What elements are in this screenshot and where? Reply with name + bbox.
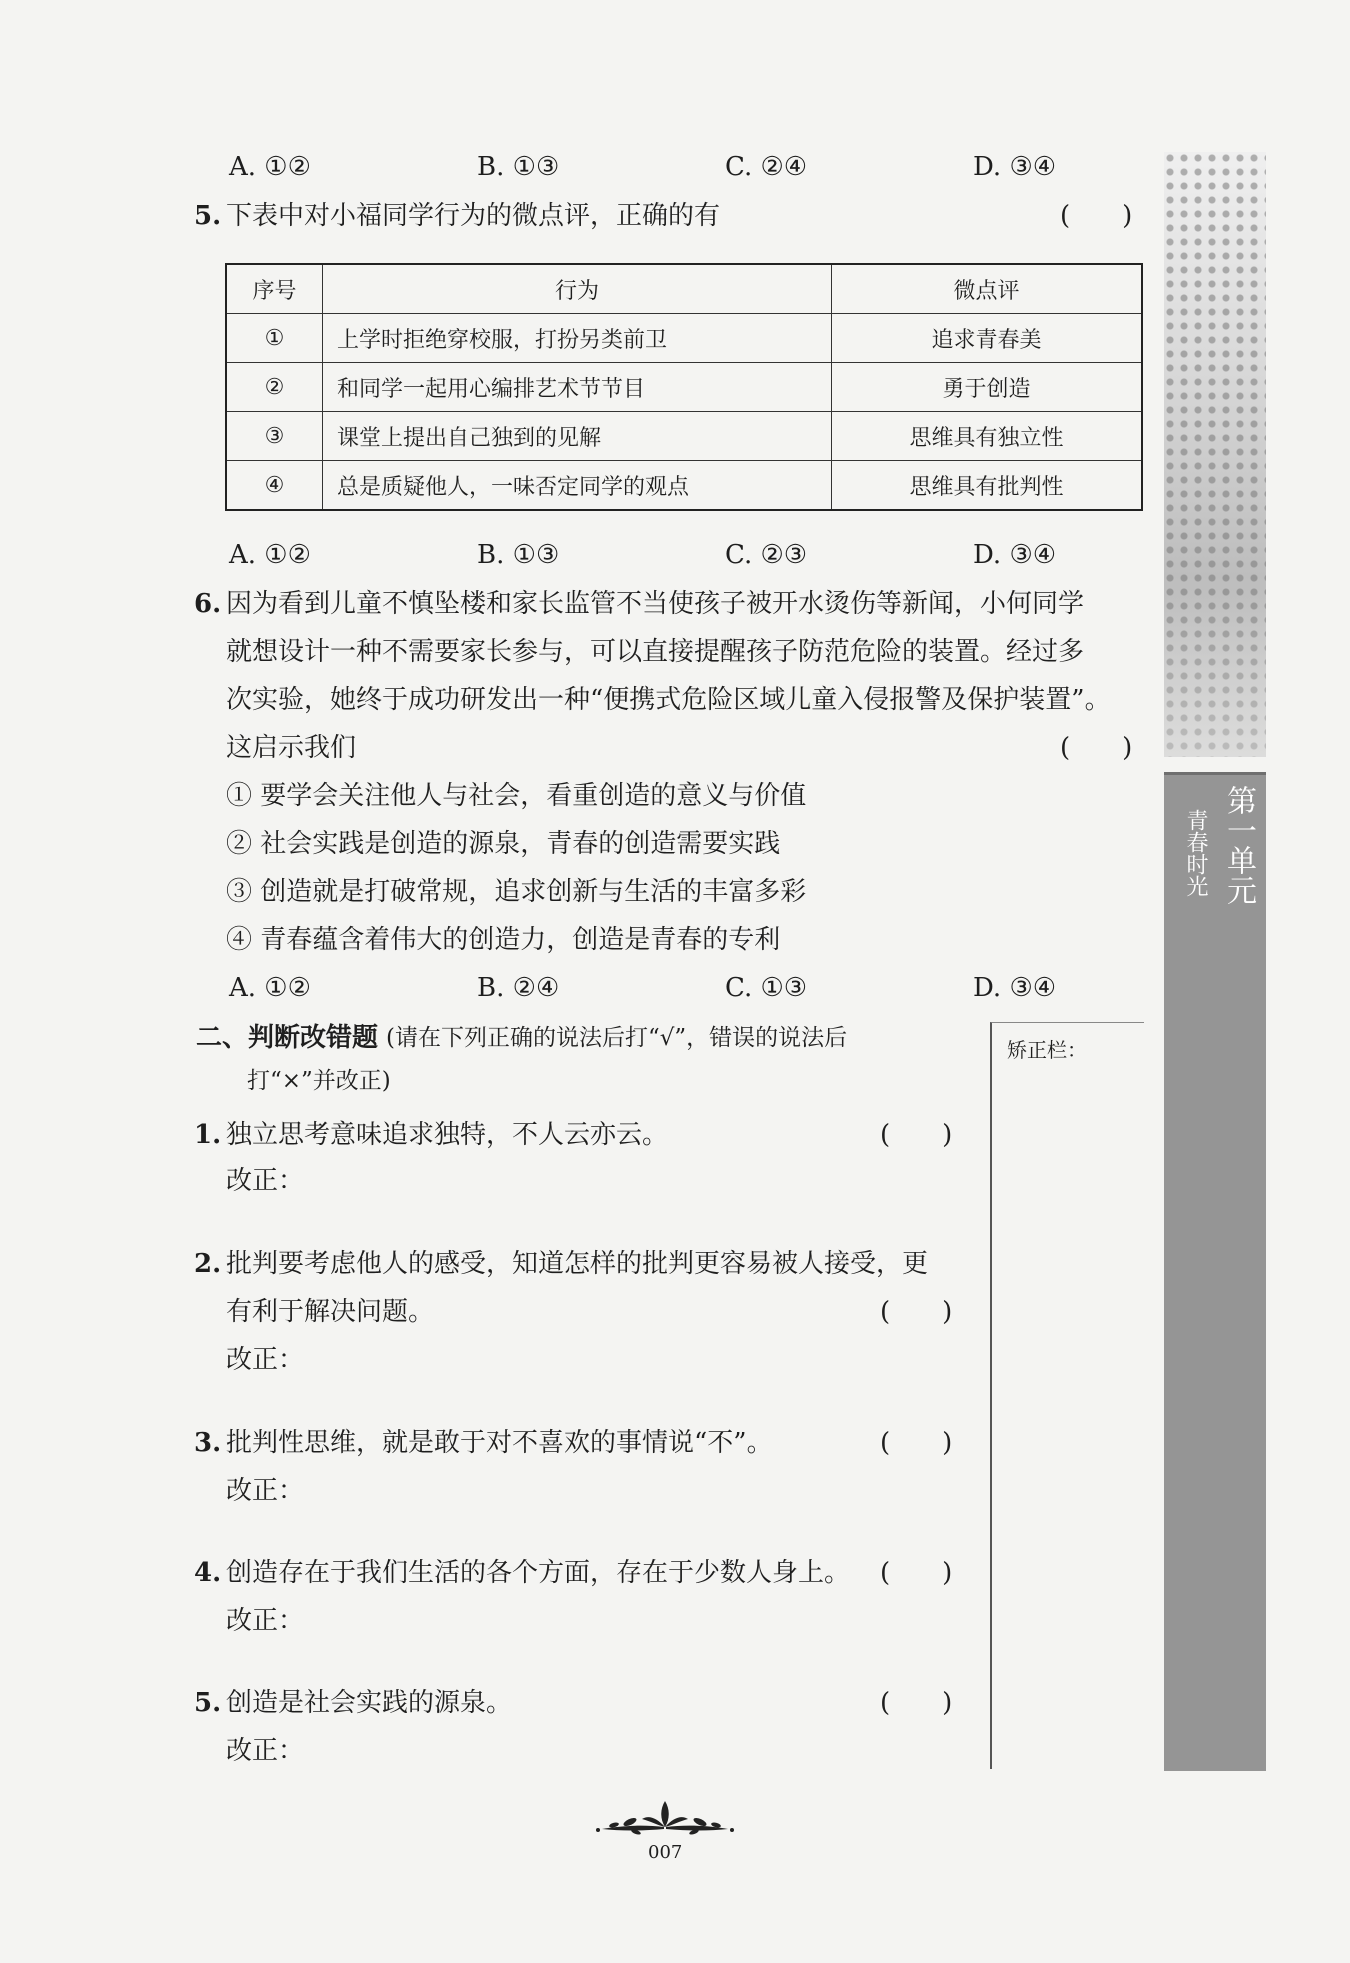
- q6-statement-4: ④ 青春蕴含着伟大的创造力，创造是青春的专利: [226, 925, 781, 955]
- q5-table: [225, 263, 1143, 511]
- tf-item-3-fix-label: 改正：: [226, 1476, 305, 1506]
- table-cell-behavior: 课堂上提出自己独到的见解: [323, 412, 832, 461]
- q4-option-d: D. ③④: [973, 152, 1057, 182]
- tf-item-2-fix-label: 改正：: [226, 1345, 305, 1375]
- q6-stem-line-3: 次实验，她终于成功研发出一种“便携式危险区域儿童入侵报警及保护装置”。: [226, 685, 1111, 715]
- tf-item-2-number: 2.: [194, 1249, 222, 1279]
- q6-stem-line-4: 这启示我们: [226, 733, 357, 763]
- leaf-ornament-icon: [590, 1795, 740, 1845]
- table-header-row: [226, 264, 1142, 314]
- tf-item-5-fix-label: 改正：: [226, 1736, 305, 1766]
- table-row: [226, 314, 1142, 363]
- table-row: [226, 412, 1142, 461]
- section2-title: 二、判断改错题: [196, 1023, 379, 1053]
- q6-number: 6.: [194, 589, 222, 619]
- q6-stem-line-1: 因为看到儿童不慎坠楼和家长监管不当使孩子被开水烫伤等新闻，小何同学: [226, 589, 1085, 619]
- q5-option-d: D. ③④: [973, 540, 1057, 570]
- table-row: [226, 461, 1142, 511]
- tf-item-1-paren: ( ): [880, 1120, 953, 1150]
- tf-item-1-text: 独立思考意味追求独特，不人云亦云。: [226, 1120, 669, 1150]
- tf-item-5-number: 5.: [194, 1688, 222, 1718]
- correction-column: [990, 1022, 1144, 1769]
- tf-item-2-text-line-2: 有利于解决问题。: [226, 1297, 435, 1327]
- q4-option-a: A. ①②: [229, 152, 311, 182]
- table-row: [226, 363, 1142, 412]
- table-header-comment: 微点评: [832, 264, 1143, 314]
- table-cell-comment: 勇于创造: [832, 363, 1143, 412]
- q6-option-c: C. ①③: [725, 973, 808, 1003]
- table-header-behavior: 行为: [323, 264, 832, 314]
- footer-ornament: [590, 1795, 740, 1849]
- table-header-index: 序号: [226, 264, 323, 314]
- tf-item-5-text: 创造是社会实践的源泉。: [226, 1688, 513, 1718]
- tf-item-1-number: 1.: [194, 1120, 222, 1150]
- sidebar-dot-pattern: [1164, 152, 1266, 757]
- q6-option-d: D. ③④: [973, 973, 1057, 1003]
- tf-item-3-paren: ( ): [880, 1428, 953, 1458]
- page-number: 007: [648, 1842, 683, 1863]
- q5-stem: 下表中对小福同学行为的微点评，正确的有: [226, 201, 721, 231]
- unit-theme: 青春时光: [1183, 809, 1208, 897]
- q6-option-b: B. ②④: [477, 973, 560, 1003]
- tf-item-3-number: 3.: [194, 1428, 222, 1458]
- q5-option-c: C. ②③: [725, 540, 808, 570]
- q6-statement-3: ③ 创造就是打破常规，追求创新与生活的丰富多彩: [226, 877, 807, 907]
- q5-option-b: B. ①③: [477, 540, 560, 570]
- table-cell-index: ①: [226, 314, 323, 363]
- table-cell-comment: 思维具有批判性: [832, 461, 1143, 511]
- q5-answer-paren: ( ): [1060, 201, 1133, 231]
- table-cell-behavior: 上学时拒绝穿校服，打扮另类前卫: [323, 314, 832, 363]
- table-cell-behavior: 总是质疑他人，一味否定同学的观点: [323, 461, 832, 511]
- table-cell-index: ②: [226, 363, 323, 412]
- tf-item-4-number: 4.: [194, 1558, 222, 1588]
- table-cell-behavior: 和同学一起用心编排艺术节节目: [323, 363, 832, 412]
- q5-option-a: A. ①②: [229, 540, 311, 570]
- q4-option-c: C. ②④: [725, 152, 808, 182]
- table-cell-comment: 思维具有独立性: [832, 412, 1143, 461]
- table-cell-comment: 追求青春美: [832, 314, 1143, 363]
- q5-number: 5.: [194, 201, 222, 231]
- tf-item-2-text: 批判要考虑他人的感受，知道怎样的批判更容易被人接受，更: [226, 1249, 929, 1279]
- q6-answer-paren: ( ): [1060, 733, 1133, 763]
- tf-item-5-paren: ( ): [880, 1688, 953, 1718]
- q6-stem-line-2: 就想设计一种不需要家长参与，可以直接提醒孩子防范危险的装置。经过多: [226, 637, 1085, 667]
- table-cell-index: ④: [226, 461, 323, 511]
- section2-instruction-line-1: (请在下列正确的说法后打“√”，错误的说法后: [386, 1025, 848, 1051]
- q6-statement-1: ① 要学会关注他人与社会，看重创造的意义与价值: [226, 781, 807, 811]
- tf-item-1-fix-label: 改正：: [226, 1166, 305, 1196]
- section2-instruction-line-2: 打“×”并改正): [247, 1068, 391, 1094]
- table-cell-index: ③: [226, 412, 323, 461]
- tf-item-4-fix-label: 改正：: [226, 1606, 305, 1636]
- q6-statement-2: ② 社会实践是创造的源泉，青春的创造需要实践: [226, 829, 781, 859]
- q6-option-a: A. ①②: [229, 973, 311, 1003]
- correction-column-label: 矫正栏：: [1007, 1038, 1087, 1062]
- tf-item-4-text: 创造存在于我们生活的各个方面，存在于少数人身上。: [226, 1558, 851, 1588]
- tf-item-2-paren: ( ): [880, 1297, 953, 1327]
- unit-title: 第一单元: [1221, 785, 1256, 905]
- q4-option-b: B. ①③: [477, 152, 560, 182]
- tf-item-3-text: 批判性思维，就是敢于对不喜欢的事情说“不”。: [226, 1428, 773, 1458]
- tf-item-4-paren: ( ): [880, 1558, 953, 1588]
- unit-sidebar-tab: [1164, 772, 1266, 1771]
